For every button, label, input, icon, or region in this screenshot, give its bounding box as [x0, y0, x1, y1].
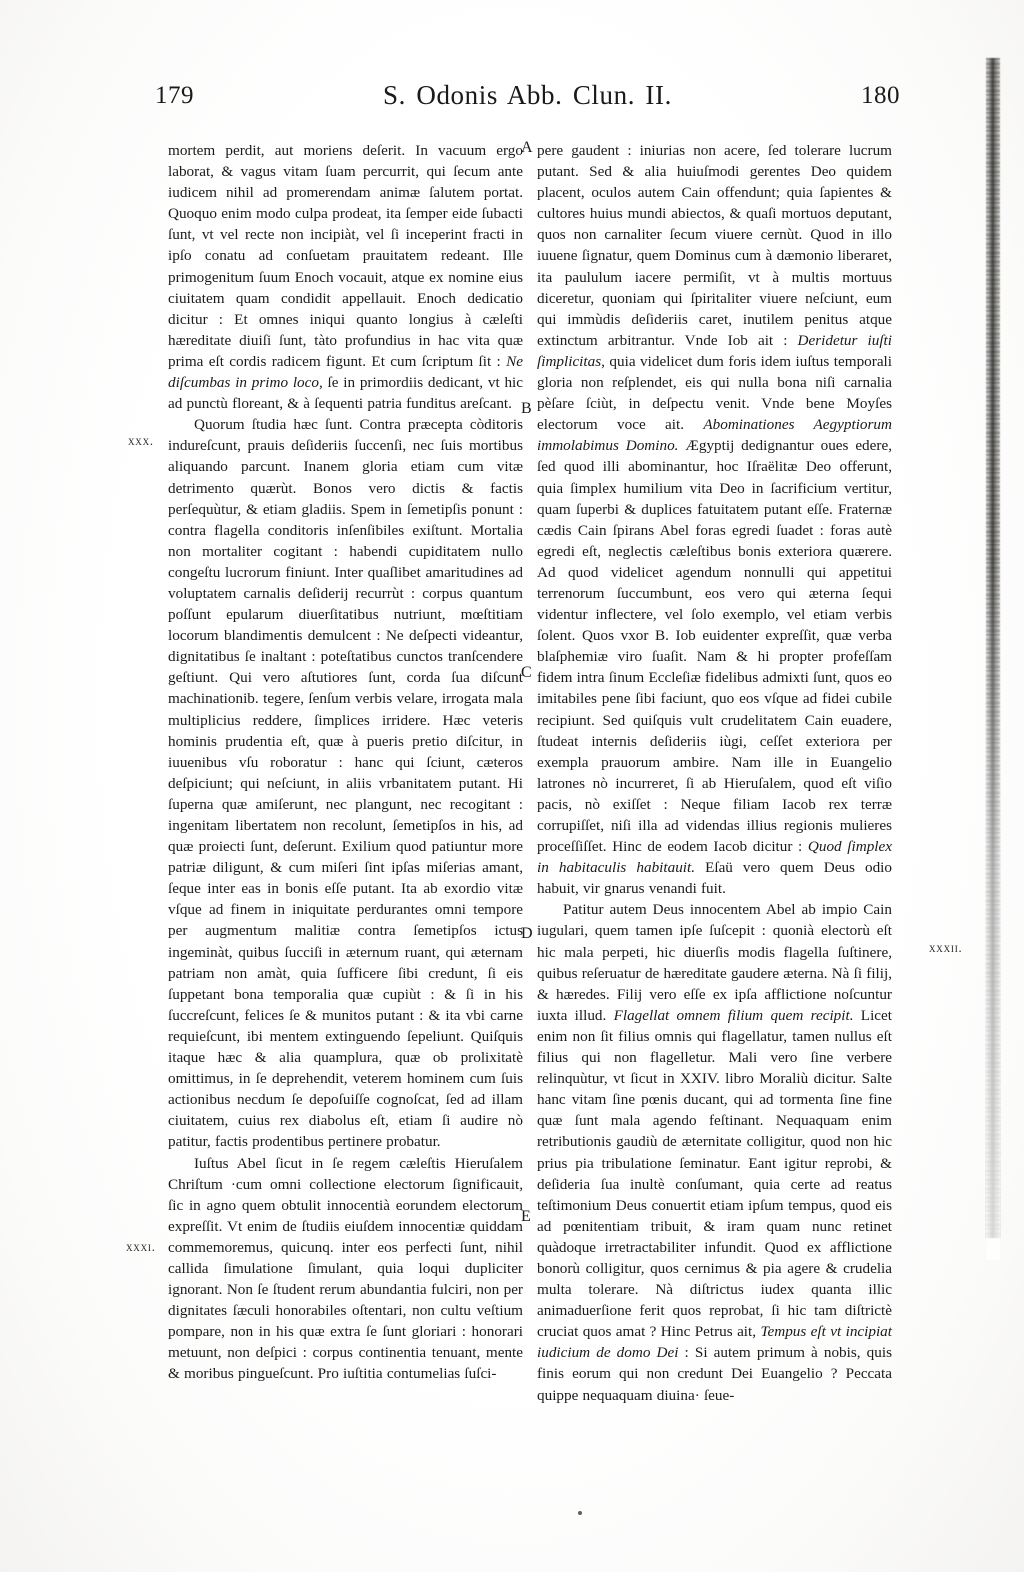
scan-edge-fade	[986, 560, 1000, 1260]
paragraph-text-continued: : Si autem primum à nobis, quis finis eorum qui non credunt Dei Euangelio ? Peccata quippe nequaquam diuina· ſeue-	[537, 1344, 892, 1404]
paragraph-text-continued: Ægyptij dedignantur oues edere, ſed quod illi abominantur, hoc Iſraëlitæ Deo offerunt, quia ſimplex humilium vita Deo in ſacrificium vertitur, quam ſuperbi & duplices fatuitatem putant eſſe. Fraternæ cædis Cain ſpirans Abel foras egredi ſuadet : foras autè egredi eſt, neglectis cæleſtibus bonis exteriora quærere. Ad quod videlicet agendum nonnulli qui appetitui terrenorum ſuccumbunt, eos vero qui æterna ſequi videntur inflectere, vel ſolo exemplo, vel etiam verbis ſolent. Quos vxor B. Iob euidenter expreſſit, quæ verba blaſphemiæ viro ſuaſit. Nam & hi propter profeſſam fidem intra ſinum Eccleſiæ fidelibus admixti ſunt, quos eo imitabiles pene ſibi faciunt, quo eos vſque ad fidei cubile recipiunt. Sed quiſquis vult crudelitatem Cain euadere, ſtudeat internis deſideriis iùgi, ceſſet exteriora per exempla prauorum ambire. Nam ille in Euangelio latrones nò incurreret, ſi ab Hieruſalem, quod eſt viſio pacis, nò exiſſet : Neque filiam Iacob rex terræ corrupiſſet, niſi illa ad videndas illius regionis mulieres proceſſiſſet. Hinc de eodem Iacob dicitur :	[537, 437, 892, 856]
scripture-quote-italic: Ne diſcumbas in primo loco	[168, 352, 523, 392]
margin-signature-letter-d: D	[521, 925, 533, 942]
paragraph-text: mortem perdit, aut moriens deſerit. In vacuum ergo laborat, & vagus vitam ſuam percurrit, qui ſecum ante iudicem nihil ad promerendam animæ ſalutem portat. Quoquo enim modo culpa prodeat, ita ſemper eide ſubacti ſunt, vt vel recte non incipiàt, vel ſi inceperint fracti in ipſo conatu ad conſuetam prauitatem redeant. Ille primogenitum ſuum Enoch vocauit, atque ex nomine eius ciuitatem quam condidit appellauit. Enoch dedicatio dicitur : Et omnes iniqui quanto longius à cæleſti hæreditate diuiſi ſunt, tàto profundius in hac vita quæ prima eſt cordis radicem figunt. Et cum ſcriptum ſit :	[168, 142, 523, 370]
margin-section-number-xxx: xxx.	[128, 434, 154, 448]
paragraph-text-continued: , ſe in primordiis dedicant, vt hic ad punctù floreant, & à ſequenti patria funditus areſcant.	[168, 374, 523, 413]
paragraph	[168, 140, 523, 414]
margin-signature-letter-e: E	[521, 1208, 531, 1225]
margin-signature-letter-b: B	[521, 400, 532, 417]
paragraph-text: pere gaudent : iniurias non acere, ſed tolerare lucrum putant. Sed & alia huiuſmodi gerentes Deo quidem placent, oculos autem Cain offendunt; quia ſapientes & cultores huius mundi abiectos, & quaſi mortuos deputant, quos non carnaliter ſecum viuere cernùt. Quod in illo iuuene ſignatur, quem Dominus cum à dæmonio liberaret, ita paululum iacere permiſit, vt à multis mortuus diceretur, quoniam qui ſpiritaliter viuere neſciunt, eum qui immùdis deſideriis caret, inutilem penitus atque extinctum arbitrantur. Vnde Iob ait :	[537, 142, 892, 349]
paragraph-text: Patitur autem Deus innocentem Abel ab impio Cain iugulari, quem tamen ipſe ſuſcepit : quonià electorù eſt hic mala perpeti, hic diuerſis modis flagella ſuſtinere, quibus reſeruatur de hæreditate gaudere æterna. Nà ſi filij, & hæredes. Filij vero eſſe ex ipſa afflictione noſcuntur iuxta illud.	[537, 901, 892, 1024]
text-column-right	[537, 140, 892, 1406]
scripture-quote-italic: Tempus eſt vt incipiat iudicium de domo Dei	[537, 1323, 892, 1362]
text-column-left	[168, 140, 523, 1385]
scripture-quote-italic: Quod ſimplex in habitaculis habitauit.	[537, 838, 892, 877]
paragraph-text-continued: Licet enim non ſit filius omnis qui flagellatur, tamen nullus eſt filius qui non flagelletur. Mali vero ſine verbere relinquùtur, vt ſicut in XXIV. libro Moraliù dicitur. Salte hanc vitam ſine pœnis ducant, qui ad tormenta ſine fine quæ ſunt mala agendo feſtinant. Nequaquam enim retributionis gaudiù de æternitate colligitur, quod non hic prius pia tribulatione ſeminatur. Eant igitur reprobi, & deſideria ſua inultè conſumant, quia certe ad reatus teſtimonium Deus conuertit etiam ipſum tempus, quod eis ad pœnitentiam tribuit, & iram quam nunc retinet quàdoque irretractabiliter infundit. Quod ex afflictione bonorù colligitur, quos cernimus & pia agere & crudelia multa tolerare. Nà diſtrictus iudex quanta illic animaduerſione ferit quos reprobat, ſi hic tam diſtrictè cruciat quos amat ? Hinc Petrus ait,	[537, 1006, 893, 1341]
margin-signature-letter-c: C	[521, 664, 532, 681]
paragraph	[537, 140, 892, 899]
ink-fleck	[578, 1511, 582, 1515]
running-head	[155, 82, 900, 116]
paragraph	[168, 1153, 523, 1385]
paragraph-text: Quorum ſtudia hæc ſunt. Contra præcepta còditoris indureſcunt, prauis deſideriis ſuccenſi, nec ſuis mortibus aliquando parcunt. Inanem gloria etiam cum vitæ detrimento quærùt. Bonos vero dictis & factis perſequùtur, & etiam gladiis. Spem in ſemetipſis ponunt : contra flagella conditoris inſenſibiles exiſtunt. Mortalia non mortaliter cogitant : habendi cupiditatem nullo congeſtu lucrorum finiunt. Inter quaſlibet amaritudines ad voluptatem carnalis deſiderij recurrùt : corpus quantum poſſunt epularum diuerſitatibus nutriunt, mœſtitiam locorum blandimentis demulcent : Ne deſpecti videantur, dignitatibus ſe inaltant : poteſtatibus cunctos tranſcendere geſtiunt. Qui vero aſtutiores ſunt, corda ſua diſcunt machinationib. tegere, ſenſum verbis velare, irrogata mala multiplicius reddere, ſimplices irridere. Hæc veteris hominis prudentia eſt, quæ à pueris pretio diſcitur, in iuuenibus vſu roboratur : hanc qui ſciunt, cæteros deſpiciunt; qui neſciunt, in aliis vrbanitatem putant. Hi ſuperna quæ amiſerunt, nec plangunt, nec recogitant : ingenitam libertatem non recolunt, ſemetipſos in his, ad quæ proiecti ſunt, deſerunt. Exilium quod patiuntur more patriæ diligunt, & cum miſeri ſint ipſas miſerias amant, ſeque inter eas in bonis eſſe putant. Ita ab exordio vitæ vſque ad finem in iniquitate perdurantes omni tempore per augmentum malitiæ contra ſemetipſos ictus ingeminàt, quibus ſucciſi in æternum ruant, qui æternam patriam non amàt, quia ſufficere ſibi credunt, ſi eis ſuppetant bona temporalia quæ cupiùt : & ſi in his ſuccreſcunt, felices ſe & munitos putant : & ita vbi carne requieſcunt, ibi mentem extinguendo ſepeliunt. Quiſquis itaque hæc & alia quamplura, quæ ob prolixitatè omittimus, in ſe deprehendit, veterem hominem cum ſuis actionibus necdum ſe depoſuiſſe cognoſcat, ſed ad illam ciuitatem, cuius rex diabolus eſt, etiam ſi audire nò patitur, factis prodentibus pertinere probatur.	[168, 416, 523, 1151]
paragraph-text: Iuſtus Abel ſicut in ſe regem cæleſtis Hieruſalem Chriſtum ·cum omni collectione electorum ſignificauit, ſic in agno quem obtulit innocentià eorundem electorum expreſſit. Vt enim de ſtudiis eiuſdem innocentiæ quiddam commemoremus, quicunq. inter eos perfecti ſunt, nihil callida ſimulatione ſimulant, quia loqui dupliciter ignorant. Non ſe ſtudent rerum abundantia fulciri, non per dignitates ſæculi honorabiles oſtentari, non cultu veſtium pompare, non in his quæ extra ſe ſunt gloriari : honorari metuunt, non deſpici : corpus continentia tenuant, mente & moribus pingueſcunt. Pro iuſtitia contumelias ſuſci-	[168, 1154, 523, 1383]
paragraph-text-continued: , quia videlicet dum foris idem iuſtus temporali gloria non reſplendet, eis qui nulla bona niſi carnalia pèſare ſciùt, in deſpectu venit. Vnde bene Moyſes electorum voce ait.	[537, 352, 892, 434]
scripture-quote-italic: Deridetur iuſti ſimplicitas	[537, 331, 892, 370]
margin-section-number-xxxii: xxxii.	[929, 941, 963, 955]
paragraph-text-continued: Eſaü vero quem Deus odio habuit, vir gnarus venandi fuit.	[537, 859, 892, 898]
page-title: S. Odonis Abb. Clun. II.	[383, 80, 672, 110]
folio-number-left: 179	[155, 82, 194, 109]
paragraph	[537, 899, 892, 1405]
margin-signature-letter-a: A	[521, 139, 533, 156]
paragraph	[168, 414, 523, 1152]
scripture-quote-italic: Abominationes Aegyptiorum immolabimus Domino.	[537, 416, 892, 455]
folio-number-right: 180	[861, 82, 900, 109]
scripture-quote-italic: Flagellat omnem filium quem recipit.	[613, 1006, 854, 1024]
margin-section-number-xxxi: xxxi.	[126, 1240, 156, 1254]
